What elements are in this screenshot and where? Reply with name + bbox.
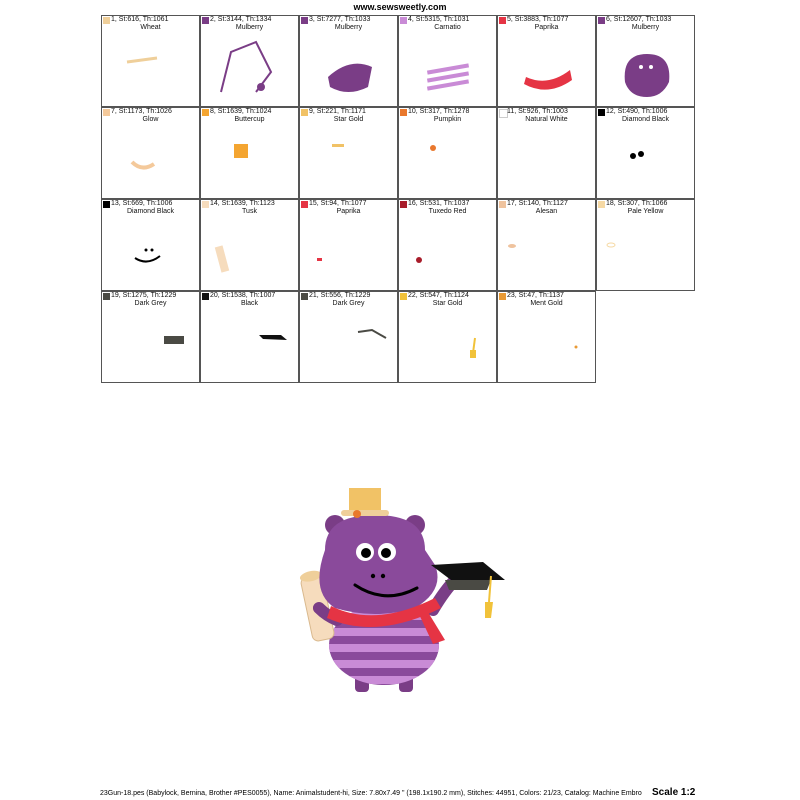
color-chart-grid [101,15,698,386]
color-thumbnail [498,216,596,291]
color-name: Star Gold [333,116,364,123]
hat-crown [349,488,381,512]
color-cell [497,107,596,199]
color-swatch [301,109,308,116]
color-name: Natural White [525,116,568,123]
color-meta: 19, St:1275, Th:1229 [111,292,177,299]
color-meta: 22, St:547, Th:1124 [408,292,469,299]
color-thumbnail [399,308,497,383]
color-meta: 1, St:616, Th:1061 [111,16,169,23]
color-cell [398,15,497,107]
color-cell [398,291,497,383]
color-cell [497,15,596,107]
color-meta: 21, St:556, Th:1229 [309,292,371,299]
color-thumbnail [399,216,497,291]
color-thumbnail [102,308,200,383]
color-meta: 10, St:317, Th:1278 [408,108,470,115]
color-thumbnail [201,216,299,291]
color-meta: 18, St:307, Th:1066 [606,200,668,207]
color-meta: 4, St:5315, Th:1031 [408,16,470,23]
color-cell [101,199,200,291]
color-cell [299,15,398,107]
color-thumbnail [597,216,695,291]
color-meta: 3, St:7277, Th:1033 [309,16,371,23]
color-thumbnail [300,124,398,199]
color-thumbnail [201,308,299,383]
scale-label: Scale 1:2 [652,787,696,798]
color-cell [398,107,497,199]
color-meta: 6, St:12607, Th:1033 [606,16,672,23]
color-thumbnail [597,124,695,199]
color-name: Buttercup [234,116,265,123]
color-meta: 17, St:140, Th:1127 [507,200,568,207]
color-cell [101,15,200,107]
color-cell [200,291,299,383]
color-meta: 9, St:221, Th:1171 [309,108,366,115]
color-cell [596,107,695,199]
color-meta: 7, St:1173, Th:1026 [111,108,172,115]
color-cell [200,15,299,107]
color-meta: 14, St:1639, Th:1123 [210,200,275,207]
color-thumbnail [399,32,497,107]
color-swatch [301,201,308,208]
color-name: Paprika [336,208,361,215]
nostril [371,574,375,578]
tassel [485,602,493,618]
color-thumbnail [498,124,596,199]
color-name: Ment Gold [530,300,563,307]
color-swatch [202,293,209,300]
color-name: Pumpkin [433,116,462,123]
color-name: Black [240,300,259,307]
color-thumbnail [498,308,596,383]
color-name: Paprika [534,24,559,31]
color-swatch [301,17,308,24]
grad-cap-board [431,562,505,580]
color-cell [200,199,299,291]
color-cell [299,291,398,383]
color-thumbnail [300,308,398,383]
color-name: Dark Grey [332,300,365,307]
color-meta: 12, St:490, Th:1006 [606,108,668,115]
color-name: Tusk [242,208,257,215]
color-thumbnail [102,216,200,291]
color-thumbnail [102,32,200,107]
color-swatch [598,201,605,208]
color-cell [596,199,695,291]
color-swatch [400,17,407,24]
color-thumbnail [399,124,497,199]
color-name: Mulberry [235,24,264,31]
color-thumbnail [201,32,299,107]
color-cell [596,15,695,107]
color-name: Diamond Black [126,208,175,215]
color-name: Mulberry [334,24,363,31]
color-cell [398,199,497,291]
hat-bow [353,510,361,518]
color-thumbnail [201,124,299,199]
hat-brim [341,510,389,516]
color-cell [200,107,299,199]
color-swatch [499,293,506,300]
color-meta: 15, St:94, Th:1077 [309,200,367,207]
color-name: Glow [142,116,159,123]
color-swatch [598,17,605,24]
color-swatch [499,201,506,208]
color-swatch [400,201,407,208]
color-cell [299,199,398,291]
color-meta: 13, St:669, Th:1006 [111,200,173,207]
site-url[interactable]: www.sewsweetly.com [353,2,447,12]
color-name: Carnatio [434,24,461,31]
color-swatch [103,109,110,116]
color-name: Diamond Black [621,116,670,123]
color-thumbnail [300,216,398,291]
color-swatch [103,201,110,208]
color-swatch [202,17,209,24]
color-name: Pale Yellow [627,208,664,215]
color-swatch [400,109,407,116]
color-name: Wheat [140,24,161,31]
color-thumbnail [597,32,695,107]
color-meta: 5, St:3883, Th:1077 [507,16,569,23]
hippo-graduate-illustration [295,480,515,700]
color-name: Star Gold [432,300,463,307]
color-swatch [400,293,407,300]
color-swatch [202,201,209,208]
color-thumbnail [498,32,596,107]
color-cell [101,107,200,199]
grad-cap-base [445,580,491,590]
color-thumbnail [300,32,398,107]
color-meta: 2, St:3144, Th:1334 [210,16,272,23]
color-name: Tuxedo Red [428,208,467,215]
color-swatch [499,17,506,24]
color-cell [497,199,596,291]
color-swatch [301,293,308,300]
color-meta: 11, St:926, Th:1003 [507,108,568,115]
color-meta: 23, St:47, Th:1137 [507,292,564,299]
color-thumbnail [102,124,200,199]
color-swatch [103,293,110,300]
color-cell [497,291,596,383]
color-name: Alesan [535,208,558,215]
footer-file-info: 23Gun-18.pes (Babylock, Bernina, Brother #PES0055), Name: Animalstudent-hi, Size: 7.80x7.49 " (198.1x190.2 mm), Stitches: 44951, Colors: 21/23, Catalog: Machine Embro [100,790,642,797]
color-meta: 20, St:1538, Th:1007 [210,292,276,299]
color-swatch [598,109,605,116]
color-cell [299,107,398,199]
color-cell [101,291,200,383]
color-meta: 8, St:1639, Th:1024 [210,108,272,115]
color-swatch [103,17,110,24]
color-meta: 16, St:531, Th:1037 [408,200,470,207]
color-name: Mulberry [631,24,660,31]
color-swatch [202,109,209,116]
color-name: Dark Grey [134,300,167,307]
